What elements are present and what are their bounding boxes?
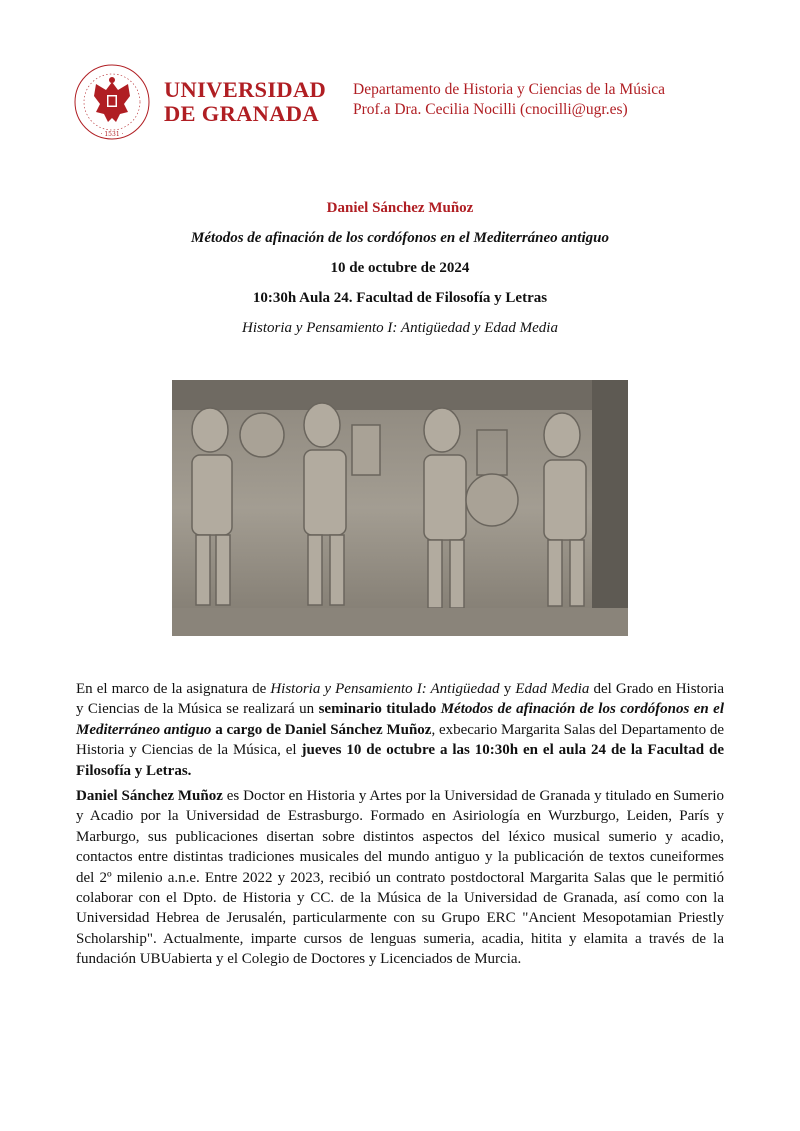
p1-speaker: a cargo de Daniel Sánchez Muñoz: [211, 721, 432, 738]
seminar-date: 10 de octubre de 2024: [330, 260, 470, 276]
seminar-description: [76, 679, 724, 781]
course-name: Historia y Pensamiento I: Antigüedad y Edad Media: [242, 320, 558, 336]
p1-when-where: jueves 10 de octubre a las 10:30h en el aula 24 de la Facultad de Filosofía y Letras.: [76, 742, 724, 779]
professor-contact: Prof.a Dra. Cecilia Nocilli (cnocilli@ugr.es): [353, 101, 628, 118]
p1-text-1: En el marco de la asignatura de: [76, 681, 271, 697]
letterhead: [72, 62, 732, 142]
stone-relief-musicians-image: [172, 380, 628, 636]
bio-text: es Doctor en Historia y Artes por la Universidad de Granada y titulado en Sumerio y Acadio por la Universidad de Estrasburgo. Formado en Asiriología en Wurzburgo, Leiden, París y Marburgo, sus publicaciones disertan sobre distintos aspectos del léxico musical sumerio y acadio, contactos entre distintas tradiciones musicales del mundo antiguo y la publicación de textos cuneiformes del 2º milenio a.n.e. Entre 2022 y 2023, recibió un contrato postdoctoral Margarita Salas que le permitió colaborar con el Dpto. de Historia y CC. de la Música de la Universidad de Granada, así como con la Universidad Hebrea de Jerusalén, particularmente con su Grupo ERC "Ancient Mesopotamian Priestly Scholarship". Actualmente, imparte cursos de lenguas sumeria, acadia, hitita y elamita a través de la fundación UBUabierta y el Colegio de Doctores y Licenciados de Murcia.: [76, 788, 724, 968]
p1-course-part: Edad Media: [515, 681, 590, 697]
speaker-name: Daniel Sánchez Muñoz: [326, 200, 474, 216]
bio-speaker-name: Daniel Sánchez Muñoz: [76, 788, 223, 804]
p1-course-name: Historia y Pensamiento I: Antigüedad: [270, 681, 500, 697]
seminar-place: 10:30h Aula 24. Facultad de Filosofía y Letras: [252, 290, 548, 306]
p1-text-2: y: [499, 681, 516, 697]
department-name: Departamento de Historia y Ciencias de la Música: [353, 81, 666, 98]
university-name-line2: DE GRANADA: [164, 101, 319, 126]
p1-seminar-label: seminario titulado: [318, 701, 441, 718]
seminar-title: Métodos de afinación de los cordófonos en el Mediterráneo antiguo: [191, 230, 609, 246]
speaker-bio: [76, 786, 724, 970]
svg-text:· 1531 ·: · 1531 ·: [100, 131, 124, 138]
p1-text-3: del Grado en Historia y Ciencias de la Música se realizará un: [76, 681, 725, 718]
university-seal-icon: [72, 62, 152, 142]
p1-text-4: , exbecario Margarita Salas del Departamento de Historia y Ciencias de la Música, el: [76, 721, 724, 759]
department-block: [353, 80, 665, 120]
university-name-line1: UNIVERSIDAD: [164, 77, 327, 102]
university-name: [164, 78, 326, 126]
p1-seminar-title: Métodos de afinación de los cordófonos en el Mediterráneo antiguo: [76, 701, 724, 738]
